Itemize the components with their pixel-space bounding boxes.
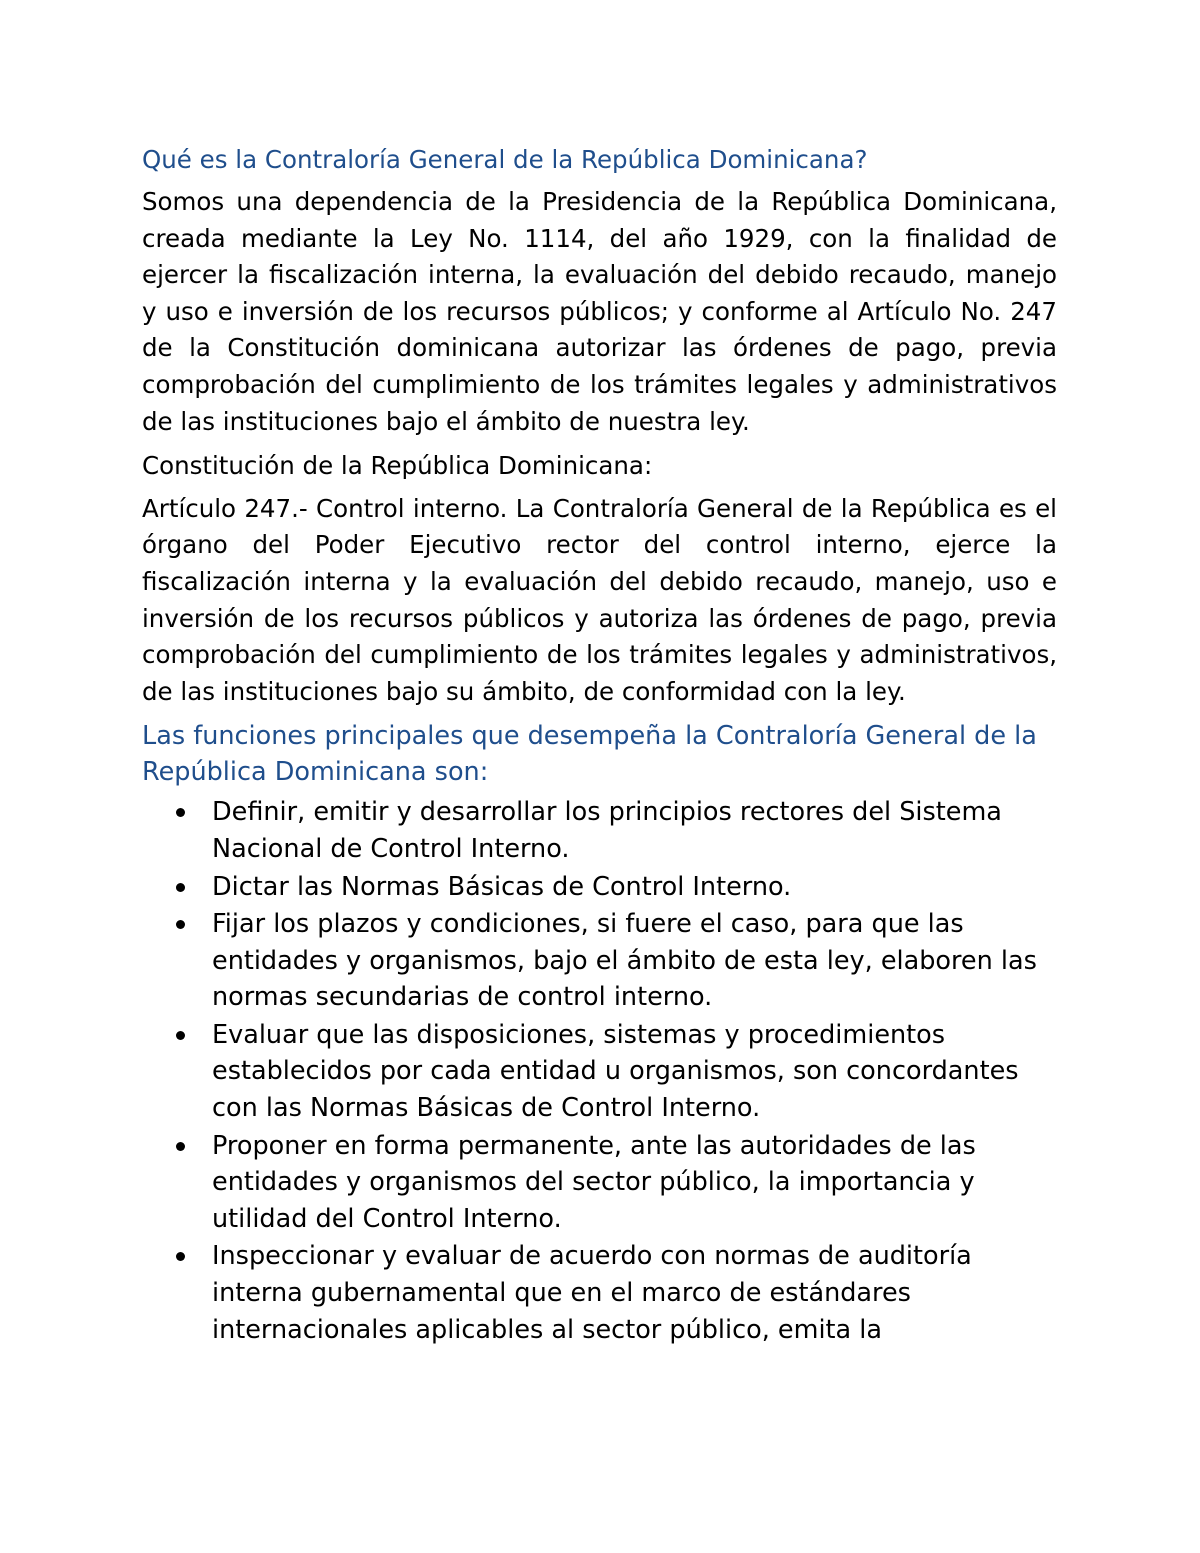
bullet-icon [176, 808, 185, 817]
list-item [142, 1017, 1057, 1127]
list-item-text: Evaluar que las disposiciones, sistemas y procedimientos establecidos por cada entidad u organismos, son concordantes con las Normas Básicas de Control Interno. [212, 1019, 1019, 1124]
document-page [142, 142, 1057, 1349]
list-item-text: Fijar los plazos y condiciones, si fuere el caso, para que las entidades y organismos, bajo el ámbito de esta ley, elaboren las normas secundarias de control interno. [212, 909, 1037, 1013]
bullet-icon [176, 883, 185, 892]
list-item [142, 906, 1057, 1016]
article-247-paragraph: Artículo 247.- Control interno. La Contraloría General de la República es el órgano del Poder Ejecutivo rector del control interno, ejerce la fiscalización interna y la evaluación del debido recaudo, manejo, uso e inversión de los recursos públicos y autoriza las órdenes de pago, previa comprobación del cumplimiento de los trámites legales y administrativos, de las instituciones bajo su ámbito, de conformidad con la ley. [142, 493, 1057, 706]
constitution-label: Constitución de la República Dominicana: [142, 451, 653, 481]
list-item-text: Proponer en forma permanente, ante las autoridades de las entidades y organismos del sector público, la importancia y utilidad del Control Interno. [212, 1130, 976, 1234]
list-item-text: Inspeccionar y evaluar de acuerdo con normas de auditoría interna gubernamental que en el marco de estándares internacionales aplicables al sector público, emita la [212, 1241, 972, 1345]
bullet-icon [176, 1142, 185, 1151]
bullet-icon [176, 1252, 185, 1261]
heading-what-is-contraloria: Qué es la Contraloría General de la República Dominicana? [142, 145, 868, 174]
list-item [142, 869, 1057, 906]
list-item [142, 1238, 1057, 1348]
heading-main-functions: Las funciones principales que desempeña la Contraloría General de la República Dominicana son: [142, 721, 1037, 788]
list-item-text: Dictar las Normas Básicas de Control Interno. [212, 871, 792, 902]
bullet-icon [176, 920, 185, 929]
functions-list [142, 794, 1057, 1348]
bullet-icon [176, 1031, 185, 1040]
intro-paragraph: Somos una dependencia de la Presidencia de la República Dominicana, creada mediante la Ley No. 1114, del año 1929, con la finalidad de ejercer la fiscalización interna, la evaluación del debido recaudo, manejo y uso e inversión de los recursos públicos; y conforme al Artículo No. 247 de la Constitución dominicana autorizar las órdenes de pago, previa comprobación del cumplimiento de los trámites legales y administrativos de las instituciones bajo el ámbito de nuestra ley. [142, 187, 1057, 436]
list-item-text: Definir, emitir y desarrollar los principios rectores del Sistema Nacional de Control Interno. [212, 797, 1002, 864]
list-item [142, 794, 1057, 867]
list-item [142, 1128, 1057, 1238]
